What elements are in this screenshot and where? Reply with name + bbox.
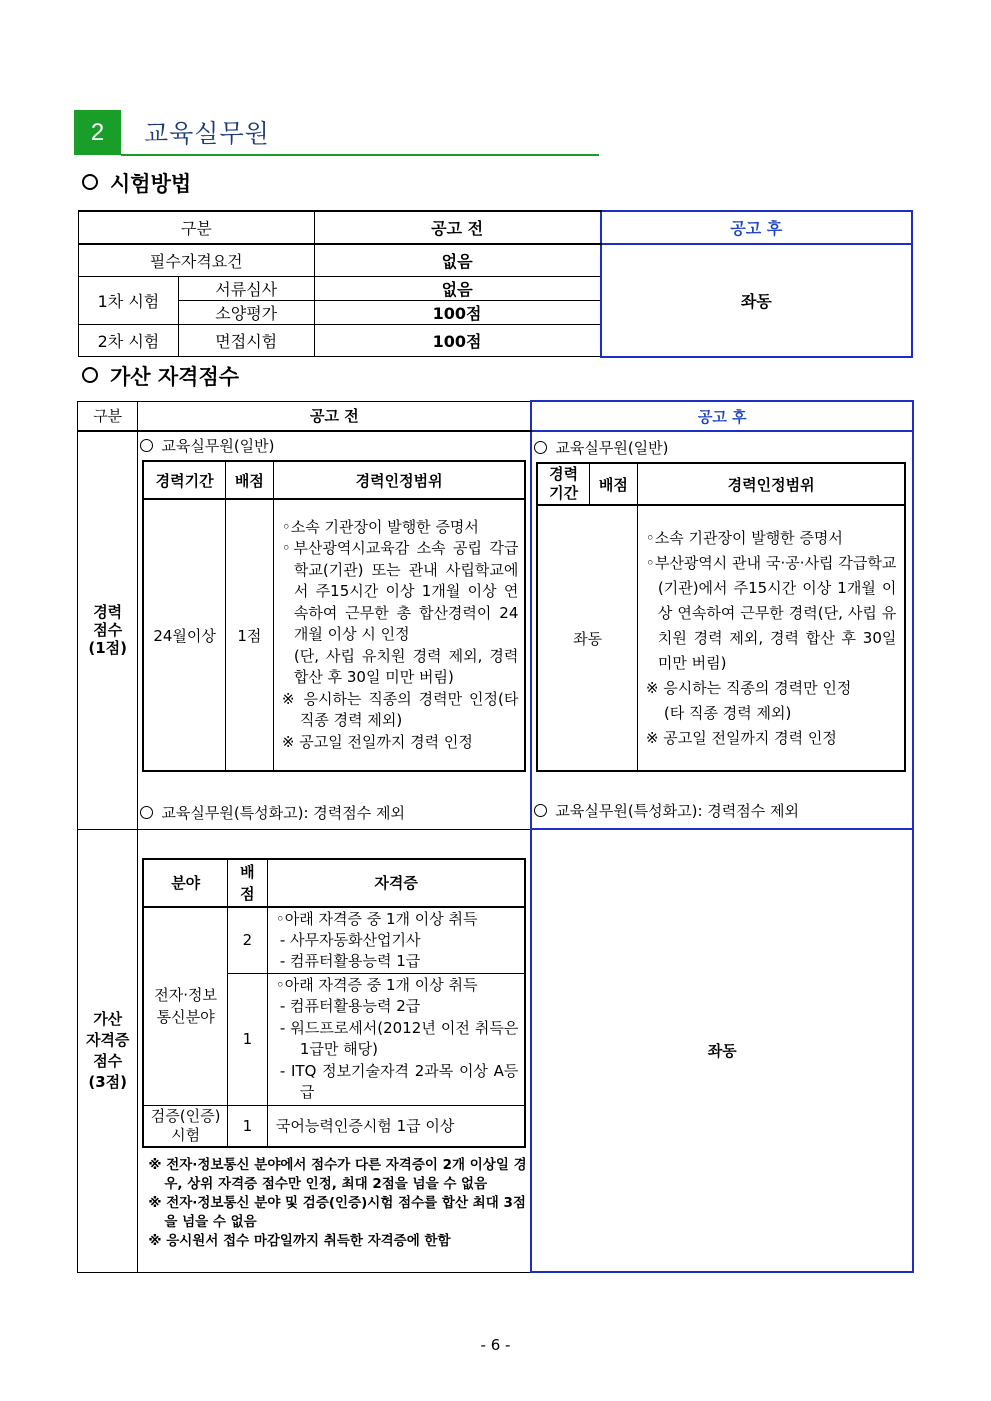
note-item: ※ 응시원서 접수 마감일까지 취득한 자격증에 한함 xyxy=(148,1233,451,1249)
range-item: ※ 응시하는 직종의 경력만 인정 xyxy=(645,678,852,697)
cell-score: 1 xyxy=(227,1105,267,1147)
cell-score: 1 xyxy=(227,973,267,1105)
row-career-score: 경력 점수 (1점) xyxy=(78,431,138,829)
page-number: - 6 - xyxy=(480,1336,511,1354)
cell-career-range xyxy=(637,505,905,771)
subsection-title: 가산 자격점수 xyxy=(110,365,240,389)
option-special xyxy=(534,800,912,821)
cell-career-period: 24월이상 xyxy=(143,499,225,771)
cert-item: - 컴퓨터활용능력 2급 xyxy=(279,997,421,1015)
range-item: ※ 공고일 전일까지 경력 인정 xyxy=(645,728,837,747)
cell-value: 없음 xyxy=(314,244,600,277)
career-table-before xyxy=(142,460,526,772)
range-item: ※ 공고일 전일까지 경력 인정 xyxy=(281,732,473,751)
cell-after-same: 좌동 xyxy=(601,244,912,357)
subsection-title: 시험방법 xyxy=(110,172,192,196)
header-before: 공고 전 xyxy=(138,401,532,431)
circle-bullet-icon xyxy=(534,441,547,454)
header-career-range: 경력인정범위 xyxy=(637,463,905,505)
option-label: 교육실무원(특성화고): 경력점수 제외 xyxy=(555,802,800,820)
option-label: 교육실무원(일반) xyxy=(161,437,275,455)
cell-sub-aptitude: 소양평가 xyxy=(178,301,314,325)
header-career-period: 경력기간 xyxy=(143,461,225,499)
header-career-period: 경력 기간 xyxy=(537,463,589,505)
cell-value: 100점 xyxy=(314,325,600,357)
cert-item: - ITQ 정보기술자격 2과목 이상 A등급 xyxy=(279,1061,519,1101)
cell-sub-interview: 면접시험 xyxy=(178,325,314,357)
cert-before-cell xyxy=(138,829,532,1272)
cell-same: 좌동 xyxy=(537,505,637,771)
option-general xyxy=(140,435,530,456)
header-before: 공고 전 xyxy=(314,211,600,244)
subsection-bonus-score xyxy=(82,361,239,391)
section-underline xyxy=(121,154,599,156)
cell-career-score: 1점 xyxy=(225,499,273,771)
cell-score: 2 xyxy=(227,907,267,974)
option-general xyxy=(534,437,912,458)
cell-cert-list: 국어능력인증시험 1급 이상 xyxy=(267,1105,525,1147)
range-item: ◦부산광역시 관내 국·공·사립 각급학교(기관)에서 주15시간 이상 1개월 이상 연속하여 근무한 경력(단, 사립 유치원 경력 제외, 경력 합산 후 30일 미만 버림) xyxy=(645,553,897,672)
cert-item: ◦아래 자격증 중 1개 이상 취득 xyxy=(275,909,478,928)
option-special xyxy=(140,802,530,823)
cell-cert-list xyxy=(267,973,525,1105)
circle-bullet-icon xyxy=(140,439,153,452)
cert-notes xyxy=(144,1156,530,1251)
circle-bullet-icon xyxy=(140,806,153,819)
header-after: 공고 후 xyxy=(531,401,913,431)
row-first-exam: 1차 시험 xyxy=(79,277,179,325)
cell-sub-doc: 서류심사 xyxy=(178,277,314,301)
range-item: ◦소속 기관장이 발행한 증명서 xyxy=(645,528,843,547)
career-before-cell xyxy=(138,431,532,829)
row-required-qualification: 필수자격요건 xyxy=(79,244,315,277)
note-item: ※ 전자·정보통신 분야에서 점수가 다른 자격증이 2개 이상일 경우, 상위 자격증 점수만 인정, 최대 2점을 넘을 수 없음 xyxy=(148,1157,527,1192)
note-item: ※ 전자·정보통신 분야 및 검증(인증)시험 점수를 합산 최대 3점을 넘을 수 없음 xyxy=(148,1195,526,1230)
range-item: ◦소속 기관장이 발행한 증명서 xyxy=(281,517,479,536)
cell-value: 100점 xyxy=(314,301,600,325)
cert-item: - 사무자동화산업기사 xyxy=(279,930,421,949)
option-label: 교육실무원(일반) xyxy=(555,439,669,457)
header-score: 배점 xyxy=(589,463,637,505)
circle-bullet-icon xyxy=(534,804,547,817)
header-after: 공고 후 xyxy=(601,211,912,244)
row-cert-score: 가산 자격증 점수 (3점) xyxy=(78,829,138,1272)
cert-item: - 컴퓨터활용능력 1급 xyxy=(279,951,421,970)
cell-field-it: 전자·정보 통신분야 xyxy=(143,907,227,1106)
cell-cert-list xyxy=(267,907,525,974)
exam-method-table xyxy=(78,210,913,358)
cert-item: ◦아래 자격증 중 1개 이상 취득 xyxy=(275,975,478,994)
subsection-exam-method xyxy=(82,168,191,198)
cell-value: 없음 xyxy=(314,277,600,301)
circle-bullet-icon xyxy=(82,174,98,190)
cell-field-verification: 검증(인증) 시험 xyxy=(143,1105,227,1147)
header-field: 분야 xyxy=(143,859,227,907)
header-category: 구분 xyxy=(78,401,138,431)
header-score: 배점 xyxy=(225,461,273,499)
career-table-after xyxy=(536,462,906,772)
section-title: 교육실무원 xyxy=(144,119,270,148)
bonus-score-table xyxy=(77,400,914,1273)
range-item: (타 직종 경력 제외) xyxy=(663,703,792,722)
section-number: 2 xyxy=(74,110,121,155)
range-item: ※ 응시하는 직종의 경력만 인정(타 직종 경력 제외) xyxy=(281,689,519,730)
range-item: ◦부산광역시교육감 소속 공립 각급학교(기관) 또는 관내 사립학교에서 주15시간 이상 1개월 이상 연속하여 근무한 총 합산경력이 24개월 이상 시 인정 xyxy=(281,539,519,644)
cell-career-range xyxy=(273,499,525,771)
career-after-cell xyxy=(531,431,913,829)
cert-table xyxy=(142,858,526,1149)
circle-bullet-icon xyxy=(82,367,98,383)
cert-item: - 워드프로세서(2012년 이전 취득은 1급만 해당) xyxy=(279,1018,519,1058)
cert-after-same: 좌동 xyxy=(531,829,913,1272)
option-label: 교육실무원(특성화고): 경력점수 제외 xyxy=(161,804,406,822)
header-score: 배 점 xyxy=(227,859,267,907)
header-career-range: 경력인정범위 xyxy=(273,461,525,499)
header-category: 구분 xyxy=(79,211,315,244)
header-cert: 자격증 xyxy=(267,859,525,907)
row-second-exam: 2차 시험 xyxy=(79,325,179,357)
range-item: (단, 사립 유치원 경력 제외, 경력 합산 후 30일 미만 버림) xyxy=(293,646,519,687)
